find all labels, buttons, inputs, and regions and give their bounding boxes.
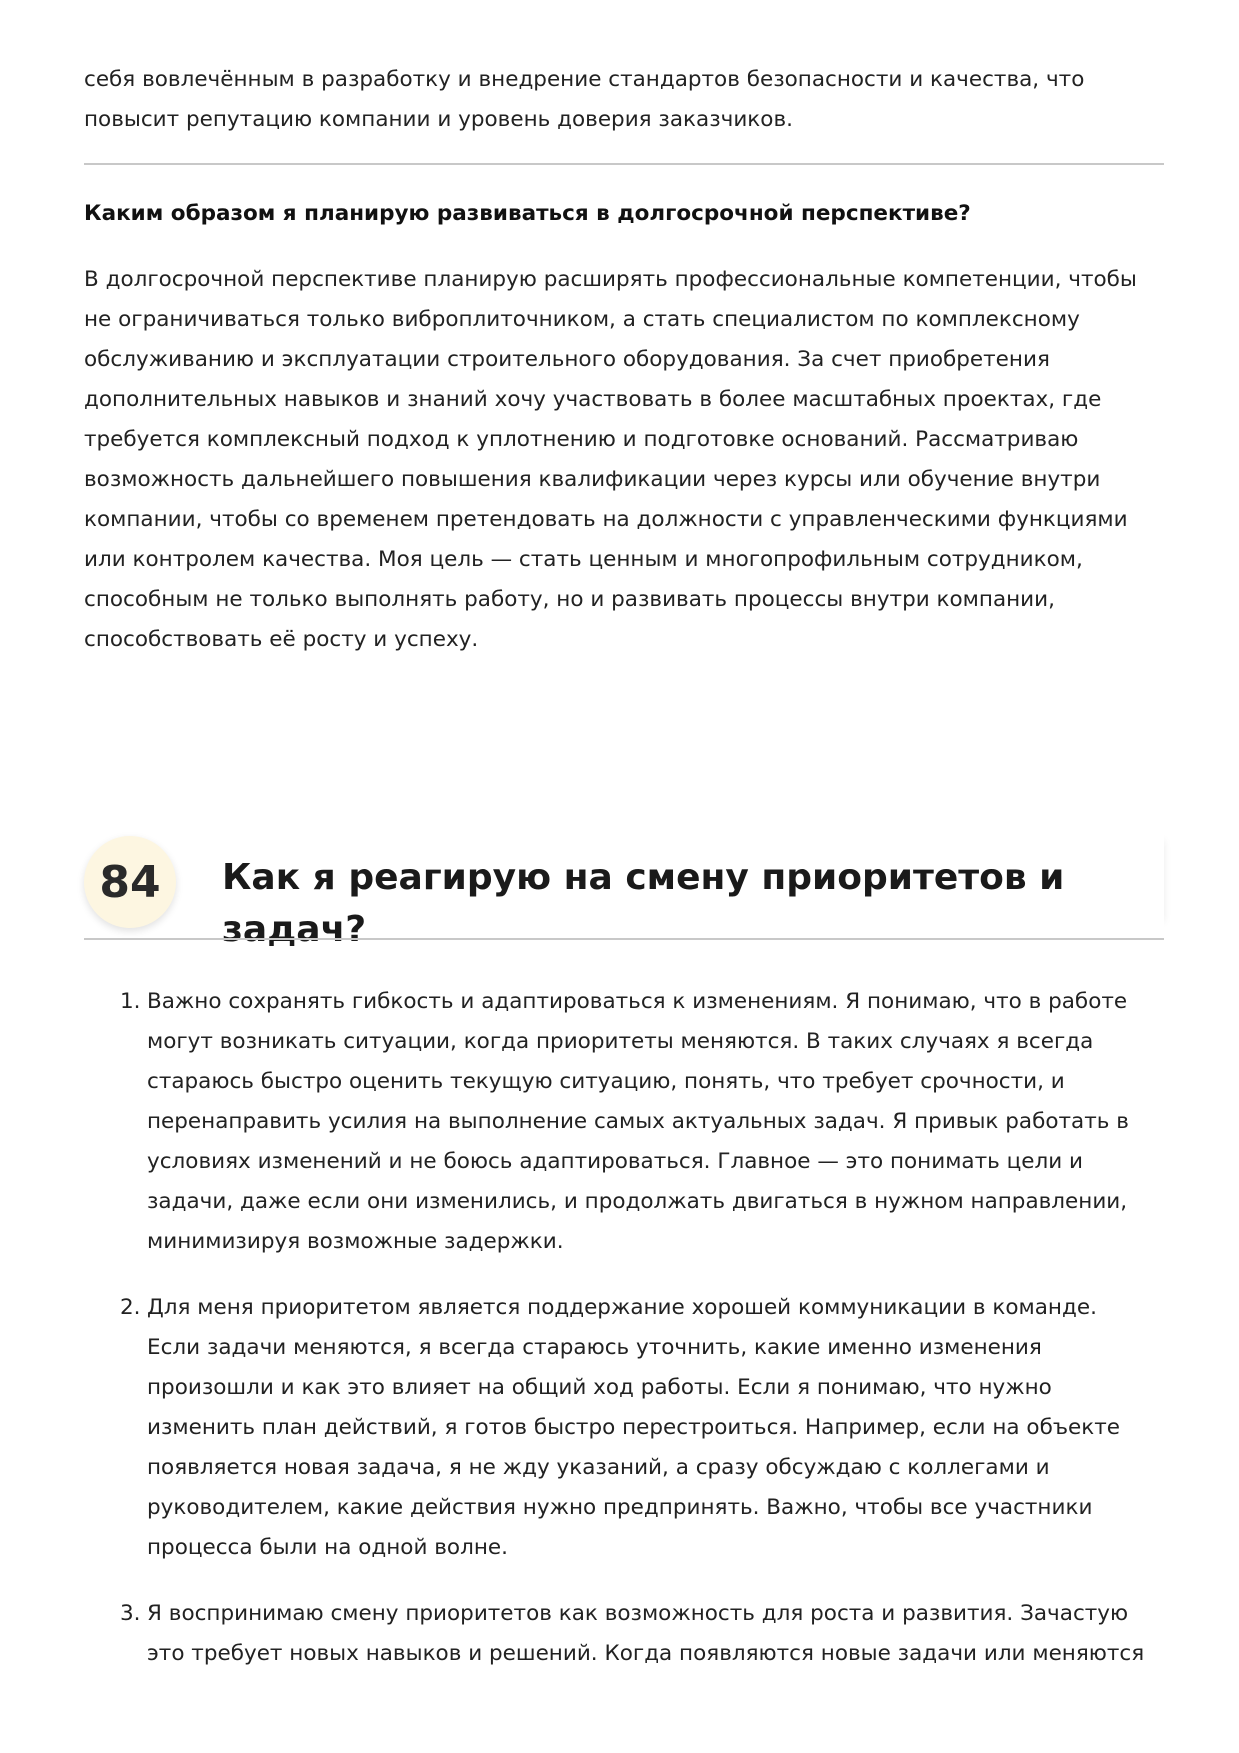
text-line: себя вовлечённым в разработку и внедрение стандартов безопасности и качества, что: [84, 67, 1085, 92]
text-line: Я воспринимаю смену приоритетов как возможность для роста и развития. Зачастую: [147, 1601, 1129, 1626]
divider: [84, 163, 1164, 165]
text-line: возможность дальнейшего повышения квалификации через курсы или обучение внутри: [84, 467, 1101, 492]
text-line: условиях изменений и не боюсь адаптироваться. Главное — это понимать цели и: [147, 1149, 1084, 1174]
text-line: появляется новая задача, я не жду указаний, а сразу обсуждаю с коллегами и: [147, 1455, 1050, 1480]
text-line: могут возникать ситуации, когда приоритеты меняются. В таких случаях я всегда: [147, 1029, 1094, 1054]
text-line: произошли и как это влияет на общий ход работы. Если я понимаю, что нужно: [147, 1375, 1052, 1400]
text-line: дополнительных навыков и знаний хочу участвовать в более масштабных проектах, где: [84, 387, 1102, 412]
text-line: руководителем, какие действия нужно предпринять. Важно, чтобы все участники: [147, 1495, 1093, 1520]
question-number-badge: 84: [84, 836, 176, 928]
text-line: изменить план действий, я готов быстро перестроиться. Например, если на объекте: [147, 1415, 1121, 1440]
text-line: Если задачи меняются, я всегда стараюсь уточнить, какие именно изменения: [147, 1335, 1042, 1360]
list-item: [84, 982, 1164, 1262]
text-line: процесса были на одной волне.: [147, 1535, 508, 1560]
list-item-number: 1.: [120, 989, 141, 1014]
text-line: перенаправить усилия на выполнение самых актуальных задач. Я привык работать в: [147, 1109, 1129, 1134]
subsection-answer: [84, 260, 1164, 660]
list-item: [84, 1594, 1164, 1674]
list-item-number: 3.: [120, 1601, 141, 1626]
subsection-question: Каким образом я планирую развиваться в долгосрочной перспективе?: [84, 201, 971, 226]
text-line: Важно сохранять гибкость и адаптироваться к изменениям. Я понимаю, что в работе: [147, 989, 1128, 1014]
text-line: требуется комплексный подход к уплотнению и подготовке оснований. Рассматриваю: [84, 427, 1079, 452]
text-line: повысит репутацию компании и уровень доверия заказчиков.: [84, 107, 793, 132]
text-line: компании, чтобы со временем претендовать на должности с управленческими функциями: [84, 507, 1128, 532]
intro-paragraph: [84, 60, 1164, 140]
list-item-number: 2.: [120, 1295, 141, 1320]
text-line: задачи, даже если они изменились, и продолжать двигаться в нужном направлении,: [147, 1189, 1128, 1214]
text-line: стараюсь быстро оценить текущую ситуацию, понять, что требует срочности, и: [147, 1069, 1065, 1094]
text-line: способным не только выполнять работу, но и развивать процессы внутри компании,: [84, 587, 1055, 612]
question-header: [84, 834, 1164, 950]
text-line: минимизируя возможные задержки.: [147, 1229, 564, 1254]
question-title: Как я реагирую на смену приоритетов и задач?: [222, 857, 1065, 950]
divider: [84, 938, 1164, 940]
answer-list: [84, 982, 1164, 1700]
text-line: В долгосрочной перспективе планирую расширять профессиональные компетенции, чтобы: [84, 267, 1137, 292]
text-line: не ограничиваться только виброплиточником, а стать специалистом по комплексному: [84, 307, 1080, 332]
list-item: [84, 1288, 1164, 1568]
text-line: или контролем качества. Моя цель — стать ценным и многопрофильным сотрудником,: [84, 547, 1083, 572]
header-shade: [1144, 834, 1164, 928]
text-line: Для меня приоритетом является поддержание хорошей коммуникации в команде.: [147, 1295, 1097, 1320]
text-line: способствовать её росту и успеху.: [84, 627, 479, 652]
text-line: это требует новых навыков и решений. Когда появляются новые задачи или меняются: [147, 1641, 1145, 1666]
text-line: обслуживанию и эксплуатации строительного оборудования. За счет приобретения: [84, 347, 1050, 372]
